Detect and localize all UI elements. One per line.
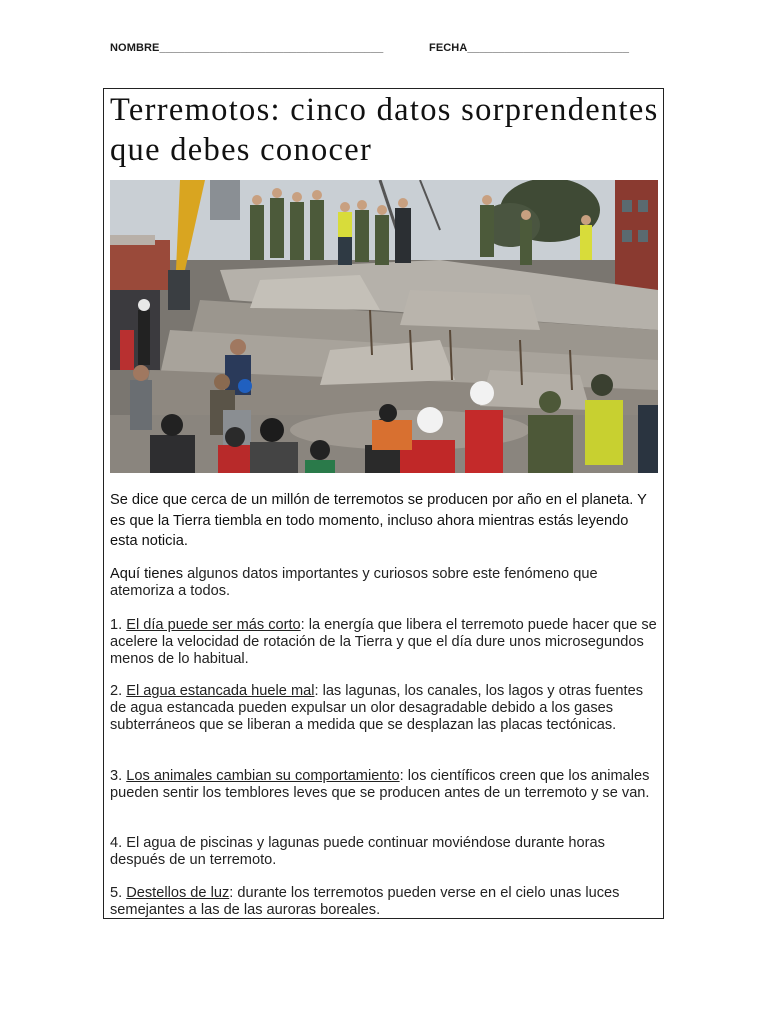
fact-heading: El agua estancada huele mal [126,683,315,699]
fact-heading: Destellos de luz [126,885,230,901]
fact-text: : durante los terremotos pueden verse en el cielo unas luces semejantes a las de las auroras boreales. [110,885,620,918]
name-field-label: NOMBRE____________________________________ [110,42,384,54]
fact-heading: El día puede ser más corto [126,617,301,633]
fact-text: : la energía que libera el terremoto puede hacer que se acelere la velocidad de rotación de la Tierra y que el día dure unos microsegundos menos de lo habitual. [110,617,657,667]
lead-paragraph [110,566,658,600]
fact-item-4 [110,835,658,869]
lead-strong: Aquí tienes [110,566,184,582]
worksheet-header [110,42,670,62]
fact-item-5 [110,885,658,919]
fact-text: : los científicos creen que los animales pueden sentir los temblores leves que se producen antes de un terremoto y se van. [110,768,650,801]
fact-heading: Los animales cambian su comportamiento [126,768,400,784]
fact-number: 2. [110,683,127,699]
fact-item-3 [110,768,658,802]
lead-rest: algunos datos importantes y curiosos sobre este fenómeno que atemoriza a todos. [110,566,598,599]
fact-text: 4. El agua de piscinas y lagunas puede continuar moviéndose durante horas después de un terremoto. [110,835,605,868]
fact-item-1 [110,617,658,668]
fact-number: 1. [110,617,127,633]
fact-text: : las lagunas, los canales, los lagos y otras fuentes de agua estancada pueden expulsar un olor desagradable debido a los gases subterráneos que se liberan a medida que se desplazan las placas tectónicas. [110,683,644,733]
date-field-label: FECHA__________________________ [429,42,630,54]
fact-number: 3. [110,768,127,784]
intro-paragraph: Se dice que cerca de un millón de terremotos se producen por año en el planeta. Y es que la Tierra tiembla en todo momento, incluso ahora mientras estás leyendo esta noticia. [110,492,647,549]
fact-number: 5. [110,885,127,901]
earthquake-rubble-photo [110,180,658,473]
fact-item-2 [110,683,658,734]
page-title: Terremotos: cinco datos sorprendentes que debes conocer [110,92,659,168]
